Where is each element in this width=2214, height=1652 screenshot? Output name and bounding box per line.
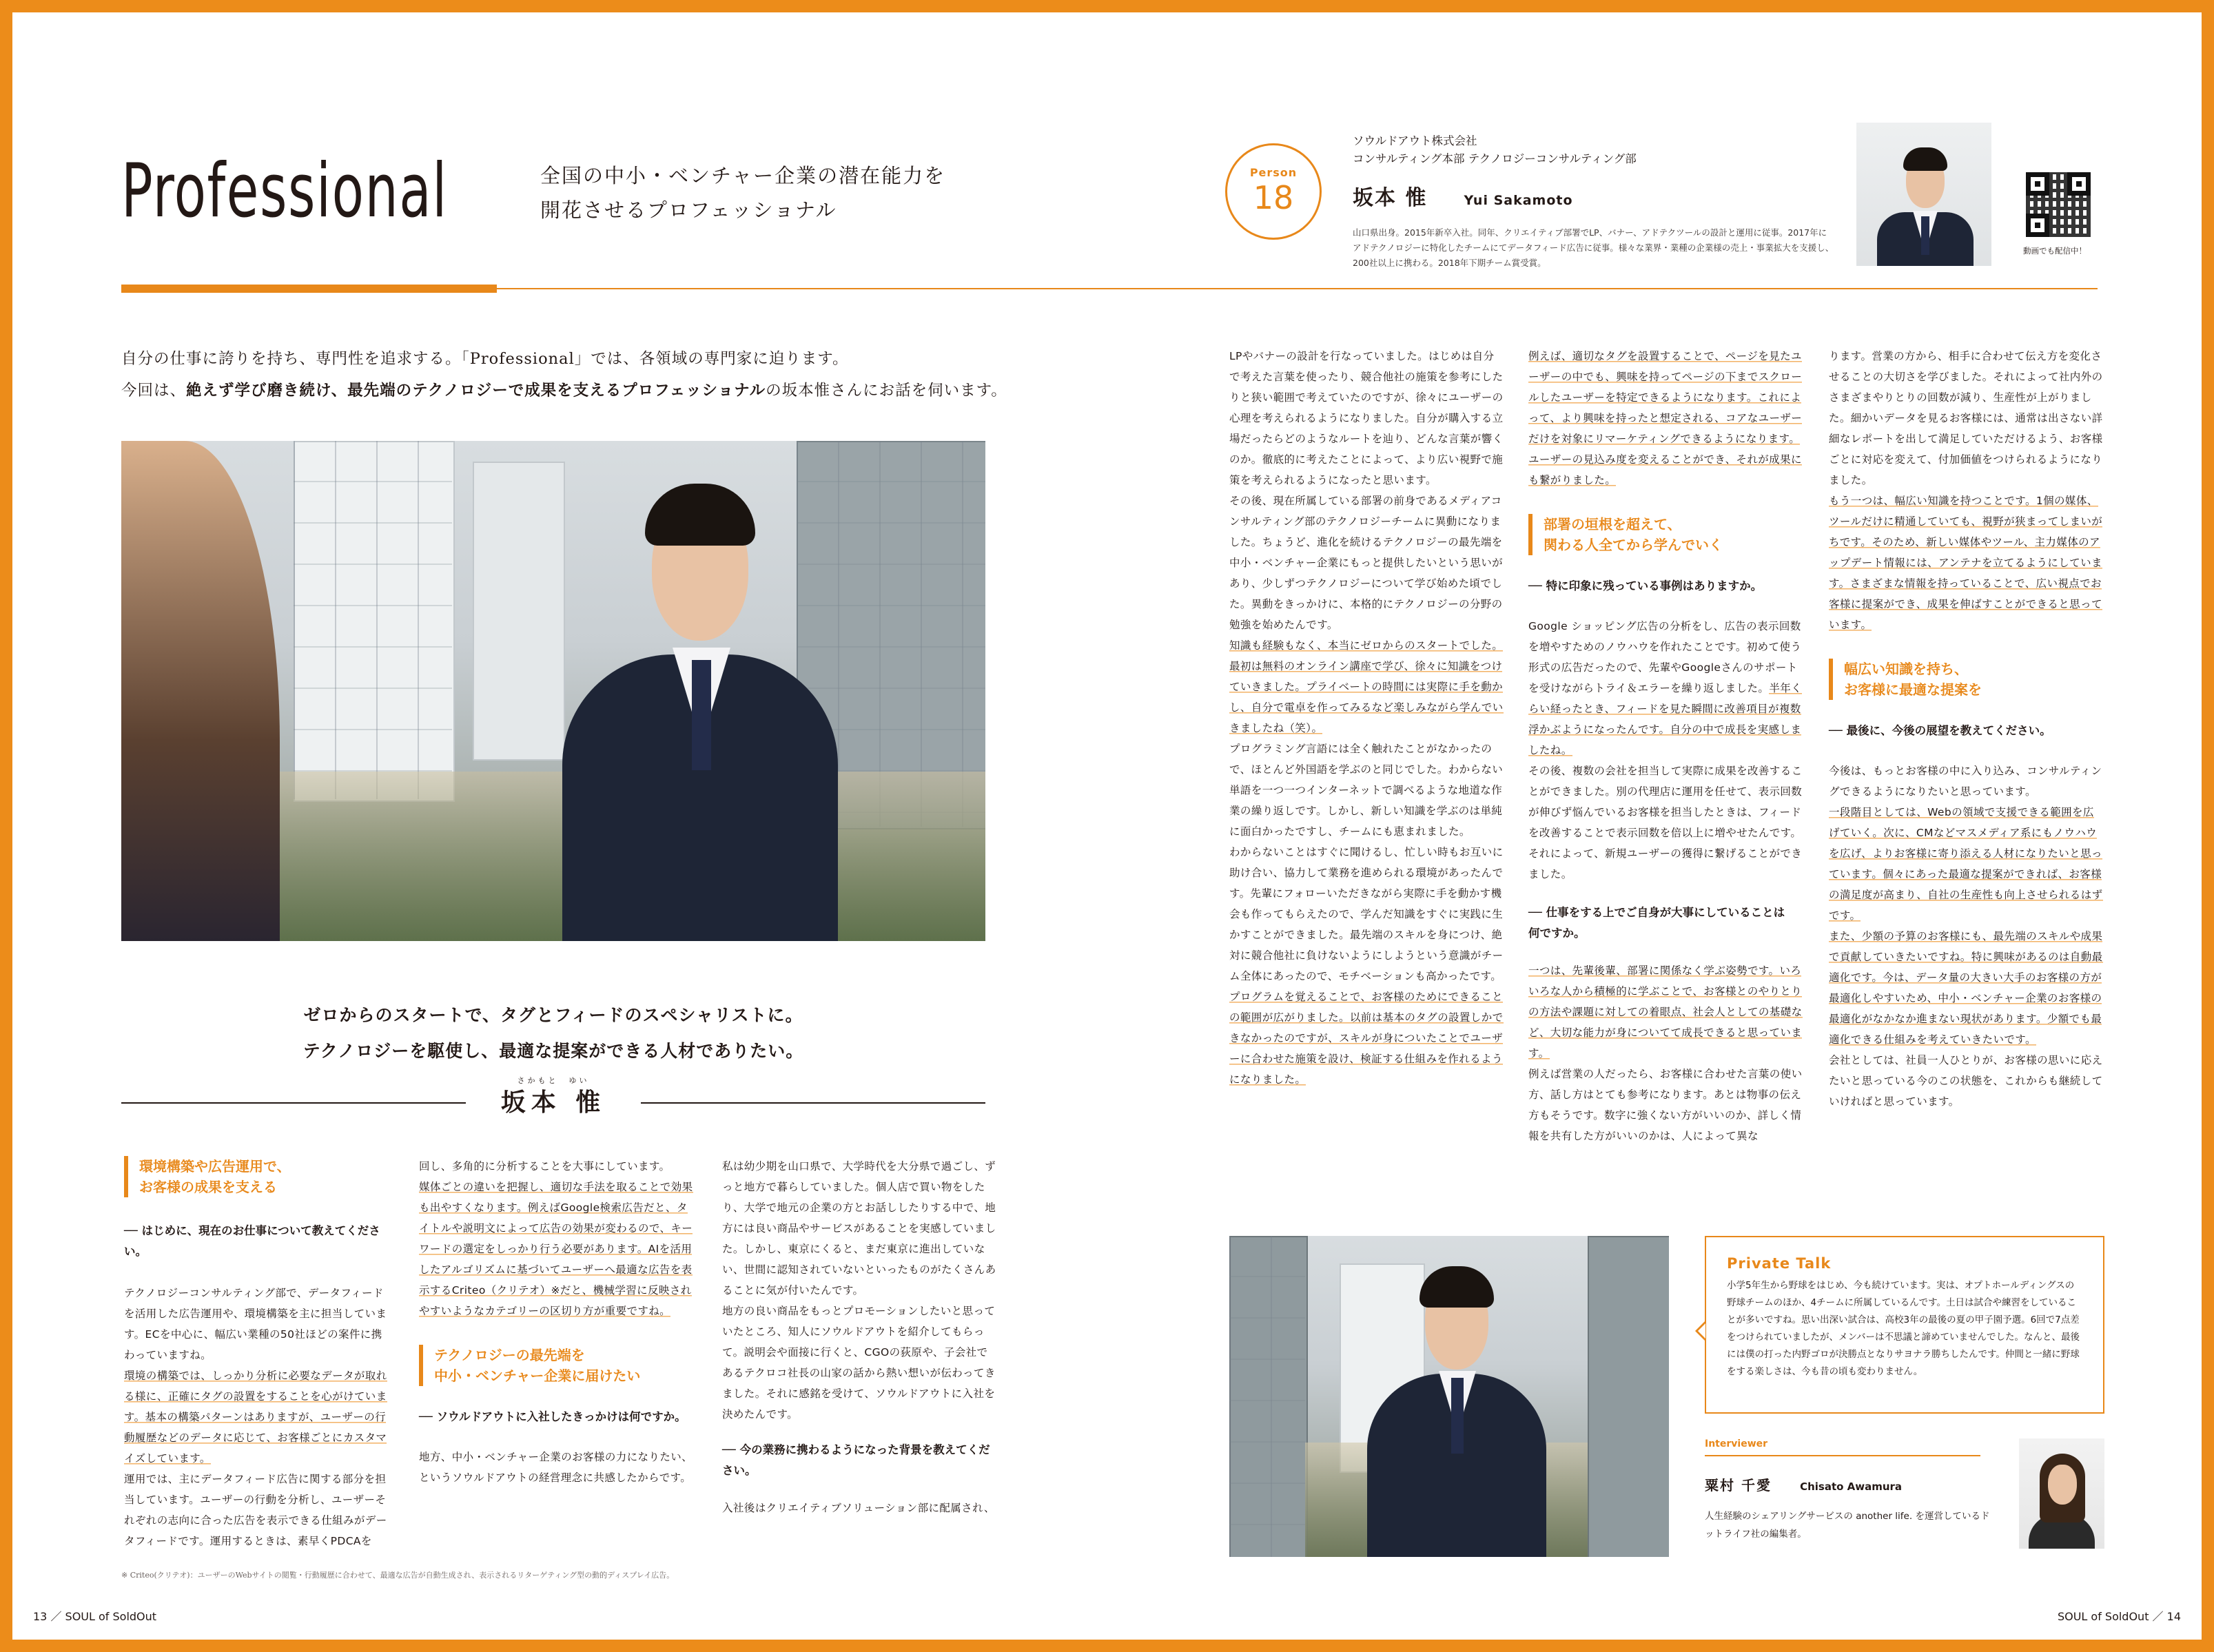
- paragraph: 地方、中小・ベンチャー企業のお客様の力になりたい、というソウルドアウトの経営理念に共感したからです。: [419, 1451, 693, 1484]
- private-talk-box: [1705, 1236, 2104, 1414]
- subhead-line: お客様の成果を支える: [139, 1179, 277, 1195]
- person-affiliation: [1353, 132, 1637, 168]
- title-tagline: [540, 158, 945, 227]
- subhead-line: 中小・ベンチャー企業に届けたい: [434, 1367, 641, 1384]
- footer-left: 13 ／ SOUL of SoldOut: [33, 1610, 157, 1623]
- right-col-2: [1528, 346, 1804, 1146]
- paragraph: その後、複数の会社を担当して実際に成果を改善することができました。別の代理店に運用を任せて、表示回数が伸びず悩んでいるお客様を担当したときは、フィードを改善することで表示回数を倍以上に増やせたんです。それによって、新規ユーザーの獲得に繋げることができました。: [1528, 765, 1803, 880]
- paragraph: 地方の良い商品をもっとプロモーションしたいと思っていたところ、知人にソウルドアウトを紹介してもらって。説明会や面接に行くと、CGOの荻原や、子会社であるテクロコ社長の山家の話から熱い想いが伝わってきました。それに感銘を受けて、ソウルドアウトに入社を決めたんです。: [722, 1305, 996, 1421]
- paragraph: ります。営業の方から、相手に合わせて伝え方を変化させることの大切さを学びました。それによって社内外のさまざまやりとりの回数が減り、生産性が上がりました。細かいデータを見るお客様には、通常は出さない詳細なレポートを出して満足していただけるよう、お客様ごとに対応を変えて、付加価値をつけられるようになりました。: [1829, 350, 2103, 486]
- speech-pointer-inner: [1698, 1323, 1705, 1339]
- person-badge: [1225, 143, 1322, 240]
- paragraph-highlight: [1229, 635, 1505, 739]
- person-name: [1353, 180, 1573, 211]
- paragraph-text: Google ショッピング広告の分析をし、広告の表示回数を増やすためのノウハウを作れたことです。初めて使う形式の広告だったので、先輩やGoogleさんのサポートを受けながらトライ＆エラーを繰り返しました。: [1528, 620, 1802, 694]
- interviewer-portrait: [2019, 1438, 2104, 1549]
- private-talk-body: 小学5年生から野球をはじめ、今も続けています。実は、オプトホールディングスの野球チームのほか、4チームに所属しているんです。土日は試合や練習をしていることが多いですね。思い出深い試合は、高校3年の最後の夏の甲子園予選。6回で7点差をつけられていましたが、メンバーは不思議と諦めていませんでした。なんと、最後には僕の打った内野ゴロが決勝点となりサヨナラ勝ちしたんです。仲間と一緒に野球をする楽しさは、今も昔の頃も変わりません。: [1727, 1280, 2080, 1377]
- magazine-spread: [12, 12, 2202, 1640]
- interviewer-name-en: Chisato Awamura: [1800, 1480, 1903, 1493]
- intro-line-2-pre: 今回は、: [121, 382, 187, 400]
- paragraph-highlight: [124, 1365, 393, 1469]
- left-col-2: [419, 1156, 695, 1488]
- highlight-text: プログラムを覚えることで、お客様のためにできることの範囲が広がりました。以前は基本のタグの設置しかできなかったのですが、スキルが身についたことでユーザーに合わせた施策を設け、検証する仕組みを作れるようになりました。: [1229, 991, 1504, 1086]
- interviewer-name-ja: 粟村 千愛: [1705, 1477, 1772, 1494]
- right-col-3: [1829, 346, 2104, 1112]
- pull-quote-line-1: ゼロからのスタートで、タグとフィードのスペシャリストに。: [303, 1005, 803, 1025]
- paragraph: テクノロジーコンサルティング部で、データフィードを活用した広告運用や、環境構築を主に担当しています。ECを中心に、幅広い業種の50社ほどの案件に携わっていますね。: [124, 1287, 387, 1361]
- paragraph-highlight: [419, 1177, 695, 1321]
- person-name-ja: 坂本 惟: [1353, 186, 1428, 210]
- highlight-text: 例えば、適切なタグを設置することで、ページを見たユーザーの中でも、興味を持ってページの下までスクロールしたユーザーを特定できるようになります。これによって、より興味を持ったと想定される、コアなユーザーだけを対象にリマーケティングできるようになります。ユーザーの見込み度を変えることができ、それが成果にも繋がりました。: [1528, 350, 1803, 486]
- paragraph: 会社としては、社員一人ひとりが、お客様の思いに応えたいと思っている今のこの状態を、これからも継続していければと思っています。: [1829, 1054, 2103, 1108]
- subhead-line: 関わる人全てから学んでいく: [1544, 537, 1723, 553]
- highlight-text: また、少額の予算のお客様にも、最先端のスキルや成果で貢献していきたいですね。特に興味があるのは自動最適化です。今は、データ量の大きい大手のお客様の方が最適化しやすいため、中小・ベンチャー企業のお客様の最適化がなかなか進まない現状があります。少額でも最適化できる仕組みを考えていきたいです。: [1829, 930, 2103, 1046]
- pull-quote-name: 坂本 惟: [500, 1088, 606, 1117]
- paragraph: わからないことはすぐに聞けるし、忙しい時もお互いに助け合い、協力して業務を進められる環境があったんです。先輩にフォローいただきながら実際に手を動かす機会も作ってもらえたので、学んだ知識をすぐに実践に生かすことができました。最先端のスキルを身につけ、絶対に競合他社に負けないようにしようという意識がチーム全体にあったので、モチベーションも高かったです。: [1229, 846, 1504, 982]
- paragraph-highlight: [1528, 960, 1804, 1064]
- paragraph-highlight: [1829, 802, 2104, 926]
- paragraph: 入社後はクリエイティブソリューション部に配属され、: [722, 1502, 995, 1514]
- interviewer-rule: [1705, 1455, 1980, 1456]
- paragraph: その後、現在所属している部署の前身であるメディアコンサルティング部のテクノロジーチームに異動になりました。ちょうど、進化を続けるテクノロジーの最先端を中小・ベンチャー企業にもっと提供したいという思いがあり、少しずつテクノロジーについて学び始めた頃でした。異動をきっかけに、本格的にテクノロジーの分野の勉強を始めたんです。: [1229, 495, 1504, 631]
- footnote: ※ Criteo(クリテオ)：ユーザーのWebサイトの閲覧・行動履歴に合わせて、最適な広告が自動生成され、表示されるリターゲティング型の動的ディスプレイ広告。: [121, 1571, 675, 1580]
- qr-code-icon[interactable]: [2026, 172, 2091, 237]
- intro-line-2-bold: 絶えず学び磨き続け、最先端のテクノロジーで成果を支えるプロフェッショナル: [186, 382, 766, 400]
- right-col-1: [1229, 346, 1505, 1090]
- subhead-line: 部署の垣根を超えて、: [1544, 516, 1681, 533]
- tagline-line: 開花させるプロフェッショナル: [540, 198, 837, 222]
- question: ── 今の業務に携わるようになった背景を教えてください。: [722, 1443, 990, 1477]
- pull-quote-line-2: テクノロジーを駆使し、最適な提案ができる人材でありたい。: [303, 1041, 804, 1061]
- subhead-line: 幅広い知識を持ち、: [1844, 661, 1968, 677]
- department-name: コンサルティング本部 テクノロジーコンサルティング部: [1353, 152, 1637, 165]
- person-bio: 山口県出身。2015年新卒入社。同年、クリエイティブ部署でLP、バナー、アドテクツールの設計と運用に従事。2017年にアドテクノロジーに特化したチームにてデータフィード広告に従事。様々な業界・業種の企業様の売上・事業拡大を支援し、200社以上に携わる。2018年下期チーム賞受賞。: [1353, 227, 1834, 268]
- highlight-text: 半年くらい経ったとき、フィードを見た瞬間に改善項目が複数浮かぶようになったんです。自分の中で成長を実感しましたね。: [1528, 682, 1803, 756]
- subhead: [1528, 514, 1804, 555]
- paragraph: LPやバナーの設計を行なっていました。はじめは自分で考えた言葉を使ったり、競合他社の施策を参考にしたりと狭い範囲で考えていたのですが、徐々にユーザーの心理を考えられるようになりました。自分が購入する立場だったらどのようなルートを辿り、どんな言葉が響くのか。徹底的に考えたことによって、より広い視野で施策を考えられるようになったと思います。: [1229, 350, 1504, 486]
- paragraph: 例えば営業の人だったら、お客様に合わせた言葉の使い方、話し方はとても参考になります。あとは物事の伝え方もそうです。数字に強くない方がいいのか、詳しく情報を共有した方がいいのかは、人によって異な: [1528, 1068, 1803, 1142]
- company-name: ソウルドアウト株式会社: [1353, 134, 1477, 147]
- highlight-text: 媒体ごとの違いを把握し、適切な手法を取ることで効果も出やすくなります。例えばGoogle検索広告だと、タイトルや説明文によって広告の効果が変わるので、キーワードの選定をしっかり行う必要があります。AIを活用したアルゴリズムに基づいてユーザーへ最適な広告を表示するCriteo（クリテオ）※だと、機械学習に反映されやすいようなカテゴリーの区切り方が重要ですね。: [419, 1181, 693, 1317]
- person-label: Person: [1249, 166, 1298, 179]
- question-line: ── 仕事をする上でご自身が大事にしていることは: [1528, 906, 1785, 919]
- paragraph: 私は幼少期を山口県で、大学時代を大分県で過ごし、ずっと地方で暮らしていました。個人店で買い物をしたり、大学で地元の企業の方とお話ししたりする中で、地方には良い商品やサービスがあることを実感していました。しかし、東京にくると、まだ東京に進出していない、世間に認知されていないといったものがたくさんあることに気が付いたんです。: [722, 1160, 996, 1297]
- paragraph: 今後は、もっとお客様の中に入り込み、コンサルティングできるようになりたいと思っています。: [1829, 765, 2102, 798]
- question: ── 特に印象に残っている事例はありますか。: [1528, 579, 1763, 592]
- paragraph: 運用では、主にデータフィード広告に関する部分を担当しています。ユーザーの行動を分析し、ユーザーそれぞれの志向に合った広告を表示できる仕組みがデータフィードです。運用するときは、素早くPDCAを: [124, 1473, 387, 1547]
- subhead-line: 環境構築や広告運用で、: [139, 1158, 291, 1175]
- left-col-1: [124, 1156, 393, 1551]
- highlight-text: 知識も経験もなく、本当にゼロからのスタートでした。最初は無料のオンライン講座で学び、徐々に知識をつけていきました。プライベートの時間には実際に手を動かし、自分で電卓を作ってみるなど楽しみながら学んでいきましたね（笑）。: [1229, 639, 1504, 734]
- question: [1528, 902, 1804, 944]
- intro-line-2: [121, 375, 1007, 406]
- page-title: Professional: [121, 148, 448, 234]
- subhead: [124, 1156, 393, 1197]
- paragraph: [1528, 616, 1804, 761]
- interviewer-bio: 人生経験のシェアリングサービスの another life. を運営しているドットライフ社の編集者。: [1705, 1511, 1990, 1540]
- person-portrait: [1856, 123, 1991, 266]
- intro-line-1: 自分の仕事に誇りを持ち、専門性を追求する。「Professional」では、各領域の専門家に迫ります。: [121, 350, 849, 368]
- highlight-text: もう一つは、幅広い知識を持つことです。1個の媒体、ツールだけに精通していても、視野が狭まってしまいがちです。そのため、新しい媒体やツール、主力媒体のアップデート情報には、アンテナを立てるようにしています。さまざまな情報を持っていることで、広い視点でお客様に提案ができ、成果を伸ばすことができると思っています。: [1829, 495, 2103, 631]
- subhead: [419, 1345, 695, 1386]
- paragraph-highlight: [1829, 491, 2104, 635]
- private-talk-title: Private Talk: [1727, 1255, 1832, 1272]
- highlight-text: 環境の構築では、しっかり分析に必要なデータが取れる様に、正確にタグの設置をすることを心がけています。基本の構築パターンはありますが、ユーザーの行動履歴などのデータに応じて、お客様ごとにカスタマイズしています。: [124, 1370, 387, 1465]
- paragraph: 回し、多角的に分析することを大事にしています。: [419, 1160, 670, 1173]
- tagline-line: 全国の中小・ベンチャー企業の潜在能力を: [540, 164, 946, 187]
- person-name-en: Yui Sakamoto: [1464, 193, 1573, 208]
- intro-line-2-post: の坂本惟さんにお話を伺います。: [766, 382, 1007, 400]
- question-line: 何ですか。: [1528, 927, 1586, 940]
- person-number: 18: [1253, 179, 1294, 216]
- video-note: 動画でも配信中！: [2023, 246, 2087, 256]
- question: ── はじめに、現在のお仕事について教えてください。: [124, 1224, 380, 1258]
- footer-right: SOUL of SoldOut ／ 14: [2057, 1610, 2181, 1623]
- intro-text: [121, 343, 1007, 406]
- pull-quote-ruby: さかもと ゆい: [517, 1076, 590, 1085]
- paragraph: プログラミング言語には全く触れたことがなかったので、ほとんど外国語を学ぶのと同じでした。わからない単語を一つ一つインターネットで調べるような地道な作業の繰り返しです。しかし、新しい知識を学ぶのは単純に面白かったですし、チームにも恵まれました。: [1229, 743, 1504, 838]
- left-col-3: [722, 1156, 998, 1518]
- pull-quote: [121, 998, 985, 1069]
- interviewer-label: Interviewer: [1705, 1438, 1768, 1449]
- question: ── 最後に、今後の展望を教えてください。: [1829, 724, 2051, 737]
- interview-photo-secondary: [1229, 1236, 1669, 1557]
- paragraph-highlight: [1229, 987, 1505, 1090]
- subhead-line: テクノロジーの最先端を: [434, 1347, 585, 1363]
- paragraph-highlight: [1829, 926, 2104, 1050]
- header-rule-thick: [121, 285, 497, 293]
- highlight-text: 一段階目としては、Webの領域で支援できる範囲を広げていく。次に、CMなどマスメディア系にもノウハウを広げ、よりお客様に寄り添える人材になりたいと思っています。個々にあった最適な提案ができれば、お客様の満足度が高まり、自社の生産性も向上させられるはずです。: [1829, 806, 2103, 922]
- highlight-text: 一つは、先輩後輩、部署に関係なく学ぶ姿勢です。いろいろな人から積極的に学ぶことで、お客様とのやりとりの方法や課題に対しての着眼点、社会人としての基礎など、大切な能力が身についてて成長できると思っています。: [1528, 964, 1803, 1060]
- paragraph-highlight: [1528, 346, 1804, 491]
- subhead: [1829, 659, 2104, 700]
- interviewer-name: [1705, 1474, 1902, 1494]
- question: ── ソウルドアウトに入社したきっかけは何ですか。: [419, 1410, 686, 1423]
- subhead-line: お客様に最適な提案を: [1844, 681, 1982, 698]
- interview-photo-main: [121, 441, 985, 941]
